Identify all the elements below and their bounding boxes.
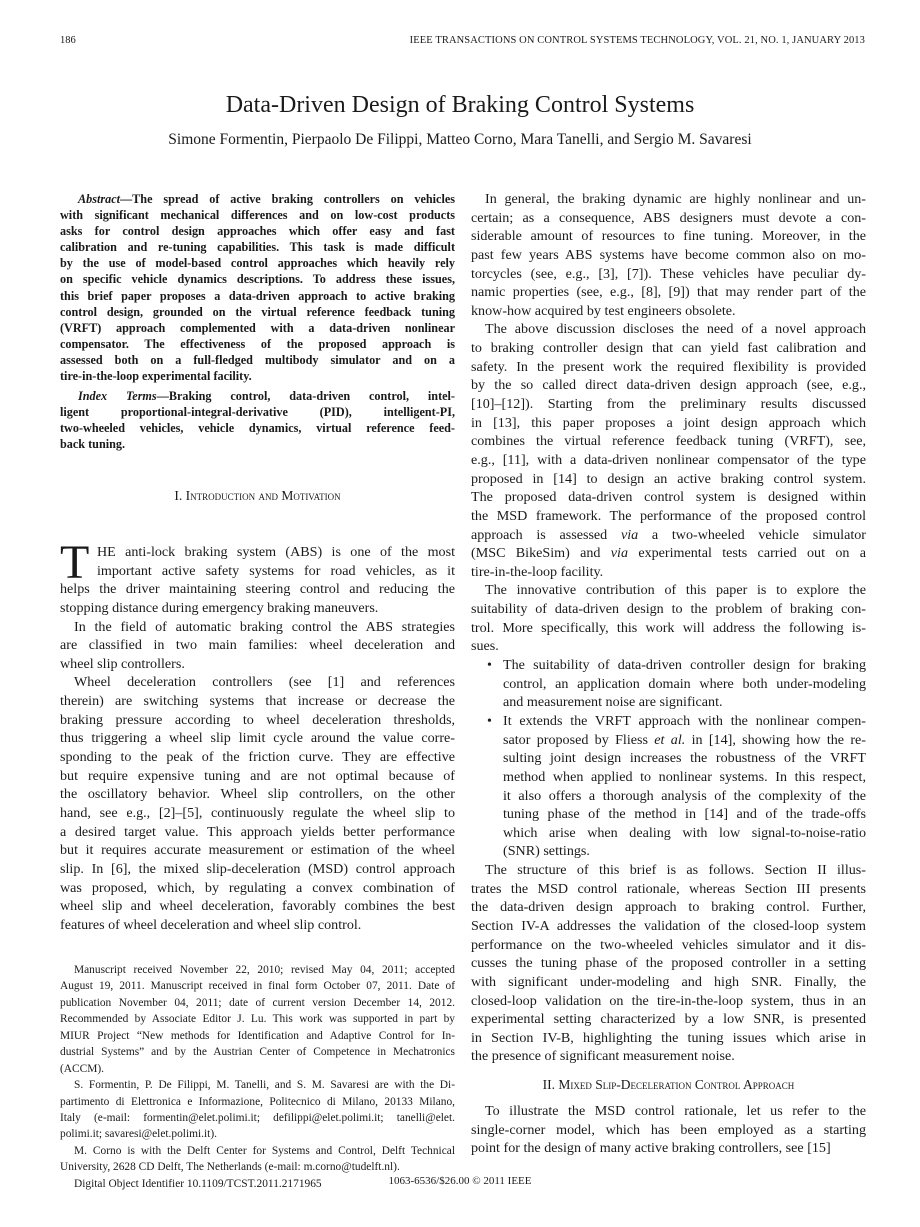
text-line: S. Formentin, P. De Filippi, M. Tanelli, and S. M. Savaresi are with the Di- <box>74 1079 455 1092</box>
text-line: (ACCM). <box>60 1062 104 1075</box>
text-line: sulting joint design increases the robustness of the VRFT <box>503 750 866 767</box>
text-line: compensator. The effectiveness of the proposed approach is <box>60 336 455 351</box>
text-line: hand, see e.g., [2]–[5], continuously regulate the wheel slip to <box>60 804 455 821</box>
text-line: torcycles (see, e.g., [3], [7]). These vehicles have peculiar dy- <box>471 265 866 282</box>
text-line: In the field of automatic braking control the ABS strategies <box>74 618 455 635</box>
text-line: assessed both on a full-fledged multibody simulator and on a <box>60 352 455 367</box>
paragraph <box>471 861 866 1066</box>
text-line: Digital Object Identifier 10.1109/TCST.2011.2171965 <box>74 1177 322 1190</box>
text-line: point for the design of many active braking controllers, see [15] <box>471 1140 831 1157</box>
text-line: • The suitability of data-driven controller design for braking <box>471 656 866 675</box>
text-line: performance on the two-wheeled vehicles simulator and it dis- <box>471 936 866 953</box>
bullet-item <box>471 712 866 861</box>
paper-title: Data-Driven Design of Braking Control Systems <box>225 92 695 118</box>
text-line: Recommended by Associate Editor J. Lu. This work was supported in part by <box>60 1013 455 1026</box>
text-line: features of wheel deceleration and wheel slip control. <box>60 916 362 933</box>
text-line: by the use of model-based control approaches which heavily rely <box>60 256 455 271</box>
text-line: M. Corno is with the Delft Center for Systems and Control, Delft Technical <box>74 1144 455 1157</box>
text-line: closed-loop validation on the tire-in-the-loop system, thus in an <box>471 992 866 1009</box>
italic-text: et al. <box>654 731 686 748</box>
text-line: suitability of data-driven design to the problem of braking con- <box>471 601 866 618</box>
text-line: was proposed, which, by regulating a convex combination of <box>60 879 455 896</box>
paragraph <box>471 190 866 320</box>
text-line: therein) are switching systems that increase or decrease the <box>60 693 455 710</box>
text-line: sponding to the peak of the friction curve. They are effective <box>60 749 455 766</box>
text-line: partimento di Elettronica e Informazione, Politecnico di Milano, 20133 Milano, <box>60 1095 455 1108</box>
introduction-body <box>60 536 455 934</box>
text-line: proposed in [14] to design an active braking control system. <box>471 470 866 487</box>
section2-body <box>471 1102 866 1158</box>
text-line: Index Terms—Braking control, data-driven control, intel- <box>78 389 455 403</box>
text-line: the presence of significant measurement noise. <box>471 1048 735 1065</box>
footnote <box>60 962 455 1192</box>
paragraph <box>60 1143 455 1176</box>
text-line: (MSC BikeSim) and via experimental tests carried out on a <box>471 545 866 562</box>
text-line: control design, grounded on the virtual reference feedback tuning <box>60 304 455 319</box>
section-heading-msd: II. Mixed Slip-Deceleration Control Approach <box>542 1077 795 1092</box>
text-line: method when applied to nonlinear systems. In this respect, <box>503 768 866 785</box>
text-line: it also offers a thorough analysis of the complexity of the <box>503 787 866 804</box>
text-line: • It extends the VRFT approach with the nonlinear compen- <box>471 712 866 731</box>
text-line: Manuscript received November 22, 2010; revised May 04, 2011; accepted <box>74 964 455 976</box>
text-line: but require expensive tuning and are not optimal because of <box>60 767 455 784</box>
italic-text: via <box>620 526 639 543</box>
abstract <box>60 191 455 384</box>
italic-text: Index Terms <box>78 389 157 403</box>
text-line: experimental setting characterized by a low SNR, is presented <box>471 1011 866 1028</box>
text-line: polimi.it; savaresi@elet.polimi.it). <box>60 1128 217 1141</box>
text-line: dustrial Systems” and by the Austrian Center of Competence in Mechatronics <box>60 1046 455 1059</box>
text-line: University, 2628 CD Delft, The Netherlands (e-mail: m.corno@tudelft.nl). <box>60 1161 400 1174</box>
paragraph <box>60 388 455 452</box>
text-line: namic properties (see, e.g., [8], [9]) that may render part of the <box>471 284 866 301</box>
text-line: to braking controller design that can yield fast calibration and <box>471 340 866 357</box>
paragraph <box>60 618 455 674</box>
paragraph <box>60 536 455 618</box>
text-line: helps the driver maintaining steering control and reducing the <box>60 581 455 598</box>
text-line: the data-driven design approach to braking control. Further, <box>471 899 866 916</box>
text-line: control, an application domain where both under-modeling <box>503 675 866 692</box>
text-line: asks for control design approaches which offer easy and fast <box>60 224 455 239</box>
paragraph <box>60 962 455 1077</box>
text-line: wheel slip and wheel deceleration, favorably combines the best <box>60 898 455 915</box>
text-line: this brief paper proposes a data-driven approach to active braking <box>60 288 455 303</box>
text-line: stopping distance during emergency braking maneuvers. <box>60 599 379 616</box>
page-number: 186 <box>60 35 76 46</box>
drop-cap: T <box>60 536 90 589</box>
text-line: thus triggering a wheel slip limit cycle around the value corre- <box>60 730 455 747</box>
text-line: combines the virtual reference feedback tuning (VRFT), see, <box>471 433 866 450</box>
text-line: by the so called direct data-driven design approach (see, e.g., <box>471 377 866 394</box>
text-line: To illustrate the MSD control rationale, let us refer to the <box>485 1103 866 1119</box>
text-line: The proposed data-driven control system is designed within <box>471 489 866 506</box>
text-line: In general, the braking dynamic are highly nonlinear and un- <box>485 191 866 207</box>
text-line: approach is assessed via a two-wheeled vehicle simulator <box>471 526 866 543</box>
author-list: Simone Formentin, Pierpaolo De Filippi, Matteo Corno, Mara Tanelli, and Sergio M. Savaresi <box>168 131 752 148</box>
text-line: The above discussion discloses the need of a novel approach <box>485 321 866 338</box>
text-line: in Section IV-B, highlighting the tuning issues which arise in <box>471 1029 866 1046</box>
text-line: safety. In the present work the required flexibility is provided <box>471 358 866 375</box>
text-line: which arise when dealing with low signal-to-noise-ratio <box>503 824 866 841</box>
text-line: Section IV-A addresses the validation of the closed-loop system <box>471 917 866 934</box>
italic-text: Abstract <box>78 192 120 206</box>
text-line: but it requires accurate measurement or estimation of the wheel <box>60 842 455 859</box>
text-line: sues. <box>471 638 499 655</box>
copyright-footer: 1063-6536/$26.00 © 2011 IEEE <box>388 1175 532 1187</box>
text-line: wheel slip controllers. <box>60 655 185 672</box>
text-line: sator proposed by Fliess et al. in [14], showing how the re- <box>503 731 866 748</box>
text-line: on specific vehicle dynamics descriptions. To address these issues, <box>60 272 455 287</box>
paragraph <box>471 581 866 656</box>
text-line: two-wheeled vehicles, vehicle dynamics, virtual reference feed- <box>60 421 455 436</box>
text-line: in [13], this paper proposes a joint design approach which <box>471 414 866 431</box>
text-line: August 19, 2011. Manuscript received in final form October 07, 2011. Date of <box>60 980 455 993</box>
journal-header: IEEE TRANSACTIONS ON CONTROL SYSTEMS TECHNOLOGY, VOL. 21, NO. 1, JANUARY 2013 <box>409 35 865 46</box>
text-line: HE anti-lock braking system (ABS) is one of the most <box>97 544 455 560</box>
text-line: The structure of this brief is as follows. Section II illus- <box>485 862 866 879</box>
text-line: single-corner model, which has been employed as a starting <box>471 1121 866 1138</box>
text-line: trates the MSD control rationale, whereas Section III presents <box>471 880 866 897</box>
text-line: publication November 04, 2011; date of current version December 14, 2012. <box>60 996 455 1009</box>
text-line: past few years ABS systems have become common also on mo- <box>471 246 866 263</box>
text-line: and measurement noise are significant. <box>503 694 723 711</box>
index-terms <box>60 388 455 452</box>
right-column-body <box>471 190 866 1066</box>
text-line: calibration and re-tuning capabilities. This task is made difficult <box>60 240 455 255</box>
text-line: braking pressure according to wheel deceleration thresholds, <box>60 711 455 728</box>
text-line: Abstract—The spread of active braking controllers on vehicles <box>78 192 455 206</box>
text-line: with significant mechanical differences and on low-cost products <box>60 208 455 223</box>
text-line: The innovative contribution of this paper is to explore the <box>485 582 866 599</box>
paragraph <box>60 1077 455 1143</box>
italic-text: via <box>610 545 628 562</box>
text-line: the oscillatory behavior. Wheel slip controllers, on the other <box>60 786 455 803</box>
text-line: back tuning. <box>60 437 126 452</box>
paragraph <box>471 320 866 581</box>
text-line: (SNR) settings. <box>503 843 590 860</box>
text-line: a desired target value. This approach yields better performance <box>60 823 455 840</box>
text-line: important active safety systems for road vehicles, as it <box>97 562 455 579</box>
text-line: slip. In [6], the mixed slip-deceleration (MSD) control approach <box>60 860 455 877</box>
text-line: siderable amount of resources to fine tuning. Moreover, in the <box>471 228 866 245</box>
text-line: [10]–[12]). Starting from the preliminary results discussed <box>471 396 866 413</box>
text-line: the MSD framework. The performance of the proposed control <box>471 507 866 524</box>
text-line: e.g., [11], with a data-driven nonlinear compensator of the type <box>471 451 866 468</box>
text-line: (VRFT) approach complemented with a data-driven nonlinear <box>60 320 455 335</box>
text-line: ligent proportional-integral-derivative (PID), intelligent-PI, <box>60 405 455 420</box>
text-line: tuning phase of the method in [14] and of the trade-offs <box>503 806 866 823</box>
section-heading-introduction: I. Introduction and Motivation <box>174 488 341 503</box>
text-line: are classified in two main families: wheel deceleration and <box>60 637 455 654</box>
text-line: MIUR Project “New methods for Identification and Adaptive Control for In- <box>60 1029 455 1042</box>
text-line: tire-in-the-loop facility. <box>471 563 604 580</box>
text-line: with significant under-modeling and high SNR. Finally, the <box>471 973 866 990</box>
bullet-item <box>471 656 866 712</box>
paragraph <box>60 673 455 934</box>
text-line: know-how acquired by test engineers obsolete. <box>471 302 736 319</box>
text-line: trol. More specifically, this work will address the following is- <box>471 619 866 636</box>
text-line: certain; as a consequence, ABS designers must devote a con- <box>471 209 866 226</box>
text-line: Italy (e-mail: formentin@elet.polimi.it; defilippi@elet.polimi.it; tanelli@elet. <box>60 1111 455 1124</box>
paragraph <box>471 1102 866 1158</box>
paragraph <box>60 191 455 384</box>
text-line: Wheel deceleration controllers (see [1] and references <box>74 674 455 691</box>
text-line: cusses the tuning phase of the proposed controller in a setting <box>471 955 866 972</box>
text-line: tire-in-the-loop experimental facility. <box>60 369 252 384</box>
